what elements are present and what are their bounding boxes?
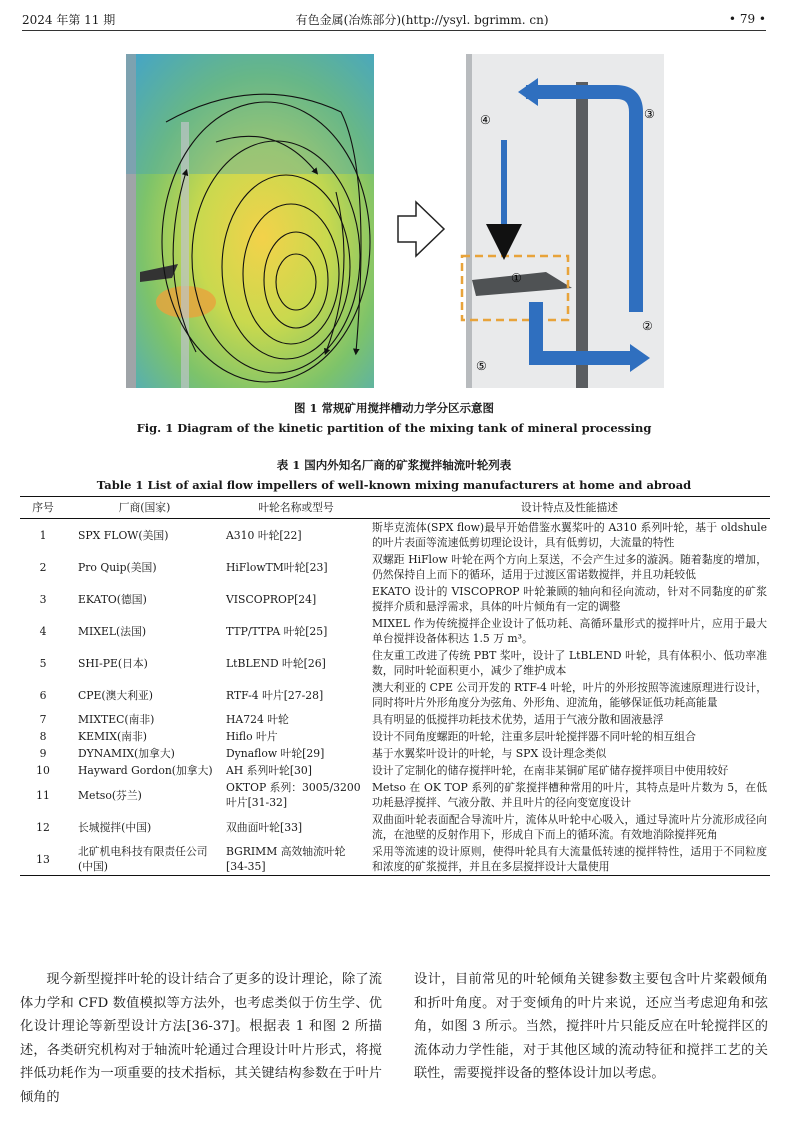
- table-row: [20, 728, 770, 745]
- row-maker: 北矿机电科技有限责任公司(中国): [66, 843, 223, 876]
- row-maker: 长城搅拌(中国): [78, 820, 152, 834]
- row-maker: DYNAMIX(加拿大): [78, 747, 175, 760]
- row-number: 2: [39, 560, 47, 574]
- row-model: BGRIMM 高效轴流叶轮[34-35]: [223, 843, 369, 876]
- figure-caption-zh: 图 1 常规矿用搅拌槽动力学分区示意图: [293, 401, 494, 415]
- row-description: 双曲面叶轮表面配合导流叶片，流体从叶轮中心吸入，通过导流叶片分流形成径向流，在池壁的反射作用下，形成自下而上的循环流。有效地消除搅拌死角: [372, 813, 767, 841]
- row-number: 1: [39, 528, 47, 542]
- table-row: [20, 745, 770, 762]
- row-description: 住友重工改进了传统 PBT 桨叶，设计了 LtBLEND 叶轮，具有体积小、低功率准数，同时叶轮面积更小，减少了维护成本: [372, 649, 767, 677]
- row-maker: MIXEL(法国): [78, 624, 147, 638]
- row-maker: EKATO(德国): [78, 592, 147, 606]
- row-model: Dynaflow 叶轮[29]: [226, 747, 325, 760]
- zone-label-2: ②: [642, 319, 653, 333]
- row-model: 双曲面叶轮[33]: [226, 820, 303, 834]
- body-text-right: 设计，目前常见的叶轮倾角关键参数主要包含叶片桨毂倾角和折叶角度。对于变倾角的叶片来说，还应当考虑迎角和弦角，如图 3 所示。当然，搅拌叶片只能反应在叶轮搅拌区的流体动力学性能，对于其他区域的流动特征和搅拌工艺的关联性，需要搅拌设备的整体设计加以考虑。: [414, 972, 768, 1081]
- row-model: AH 系列叶轮[30]: [226, 764, 312, 777]
- table-title-zh: 表 1 国内外知名厂商的矿浆搅拌轴流叶轮列表: [276, 458, 512, 472]
- zone-label-5: ⑤: [476, 359, 487, 373]
- row-maker: Pro Quip(美国): [78, 560, 157, 574]
- row-model: HiFlowTM叶轮[23]: [226, 560, 328, 574]
- row-number: 12: [36, 820, 50, 834]
- row-maker: MIXTEC(南非): [78, 713, 155, 726]
- row-description: 双螺距 HiFlow 叶轮在两个方向上泵送，不会产生过多的漩涡。随着黏度的增加，仍然保持自上而下的循环，适用于过渡区雷诺数搅拌，并且功耗较低: [372, 553, 767, 581]
- row-maker: KEMIX(南非): [78, 730, 147, 743]
- row-number: 7: [39, 713, 47, 726]
- figure-1: [126, 52, 666, 390]
- cfd-panel: [126, 54, 374, 388]
- row-number: 8: [39, 730, 47, 743]
- table-row: [20, 615, 770, 647]
- col-header-no: 序号: [20, 497, 66, 519]
- row-model: LtBLEND 叶轮[26]: [226, 656, 326, 670]
- row-description: 斯毕克流体(SPX flow)最早开始借鉴水翼桨叶的 A310 系列叶轮，基于 oldshule 的叶片表面等流速低剪切理论设计，具有低剪切，大流量的特性: [372, 521, 767, 549]
- row-number: 9: [39, 747, 47, 760]
- row-maker: Hayward Gordon(加拿大): [78, 764, 213, 777]
- row-model: Hiflo 叶片: [226, 730, 278, 743]
- figure-caption-en: Fig. 1 Diagram of the kinetic partition of the mixing tank of mineral processing: [136, 421, 652, 435]
- row-description: 设计不同角度螺距的叶轮，注重多层叶轮搅拌器不同叶轮的相互组合: [372, 730, 696, 743]
- row-model: VISCOPROP[24]: [226, 592, 317, 606]
- row-number: 13: [20, 843, 66, 876]
- row-number: 4: [39, 624, 47, 638]
- transition-arrow-icon: [398, 202, 444, 256]
- row-model: A310 叶轮[22]: [226, 528, 302, 542]
- table-row: [20, 711, 770, 728]
- col-header-desc: 设计特点及性能描述: [369, 497, 770, 519]
- table-row: [20, 519, 770, 552]
- row-description: MIXEL 作为传统搅拌企业设计了低功耗、高循环量形式的搅拌叶片，应用于最大单台搅拌设备体积达 1.5 万 m³。: [372, 617, 767, 645]
- page-header: [22, 8, 766, 31]
- row-number: 3: [39, 592, 47, 606]
- table-row: [20, 551, 770, 583]
- row-maker: SPX FLOW(美国): [78, 528, 169, 542]
- row-description: 澳大利亚的 CPE 公司开发的 RTF-4 叶轮，叶片的外形按照等流速原理进行设计，同时将叶片外形角度分为弦角、外形角、迎流角，能够保证低功耗高能量: [372, 681, 767, 709]
- col-header-model: 叶轮名称或型号: [223, 497, 369, 519]
- row-number: 10: [36, 764, 50, 777]
- row-maker: SHI-PE(日本): [78, 656, 148, 670]
- zone-label-4: ④: [480, 113, 491, 127]
- table-row: [20, 583, 770, 615]
- table-row: [20, 779, 770, 811]
- journal-issue: 2024 年第 11 期: [22, 12, 116, 27]
- zone-label-3: ③: [644, 107, 655, 121]
- row-model: TTP/TTPA 叶轮[25]: [226, 624, 328, 638]
- row-description: 基于水翼桨叶设计的叶轮，与 SPX 设计理念类似: [372, 747, 607, 760]
- table-row: [20, 762, 770, 779]
- row-model: HA724 叶轮: [226, 713, 289, 726]
- table-row: [20, 679, 770, 711]
- row-description: 设计了定制化的储存搅拌叶轮，在南非某铜矿尾矿储存搅拌项目中使用较好: [372, 764, 729, 777]
- row-model: OKTOP 系列：3005/3200 叶片[31-32]: [226, 781, 361, 809]
- row-number: 5: [39, 656, 47, 670]
- table-row: [20, 811, 770, 843]
- table-header-row: [20, 497, 770, 519]
- row-number: 6: [39, 688, 47, 702]
- impeller-table: [20, 496, 770, 876]
- row-description: EKATO 设计的 VISCOPROP 叶轮兼顾的轴向和径向流动，针对不同黏度的矿浆搅拌介质和悬浮需求，具体的叶片倾角有一定的调整: [372, 585, 767, 613]
- row-description: Metso 在 OK TOP 系列的矿浆搅拌槽种常用的叶片，其特点是叶片数为 5，在低功耗悬浮搅拌、气液分散、并且叶片的径向变宽度设计: [372, 781, 767, 809]
- page-number: • 79 •: [728, 12, 766, 26]
- row-number: 11: [36, 788, 50, 802]
- table-row: [20, 647, 770, 679]
- row-maker: CPE(澳大利亚): [78, 688, 154, 702]
- row-description: 具有明显的低搅拌功耗技术优势，适用于气液分散和固液悬浮: [372, 713, 664, 726]
- partition-schematic: [462, 54, 664, 388]
- col-header-maker: 厂商(国家): [66, 497, 223, 519]
- row-maker: Metso(芬兰): [78, 788, 142, 802]
- table-title-en: Table 1 List of axial flow impellers of well-known mixing manufacturers at home and abroad: [96, 478, 692, 492]
- body-text-left: 现今新型搅拌叶轮的设计结合了更多的设计理论，除了流体力学和 CFD 数值模拟等方法外，也考虑类似于仿生学、优化设计理论等新型设计方法[36-37]。根据表 1 和图 2 所描述，各类研究机构对于轴流叶轮通过合理设计叶片形式，将搅拌低功耗作为一项重要的技术指标，其关键结构参数在于叶片倾角的: [20, 972, 382, 1105]
- table-row: [20, 843, 770, 876]
- row-model: RTF-4 叶片[27-28]: [226, 688, 324, 702]
- journal-name: 有色金属(冶炼部分)(http://ysyl. bgrimm. cn): [295, 12, 549, 27]
- row-description: 采用等流速的设计原则，使得叶轮具有大流量低转速的搅拌特性，适用于不同粒度和浓度的矿浆搅拌，并且在多层搅拌设计大量使用: [369, 843, 770, 876]
- zone-label-1: ①: [511, 271, 522, 285]
